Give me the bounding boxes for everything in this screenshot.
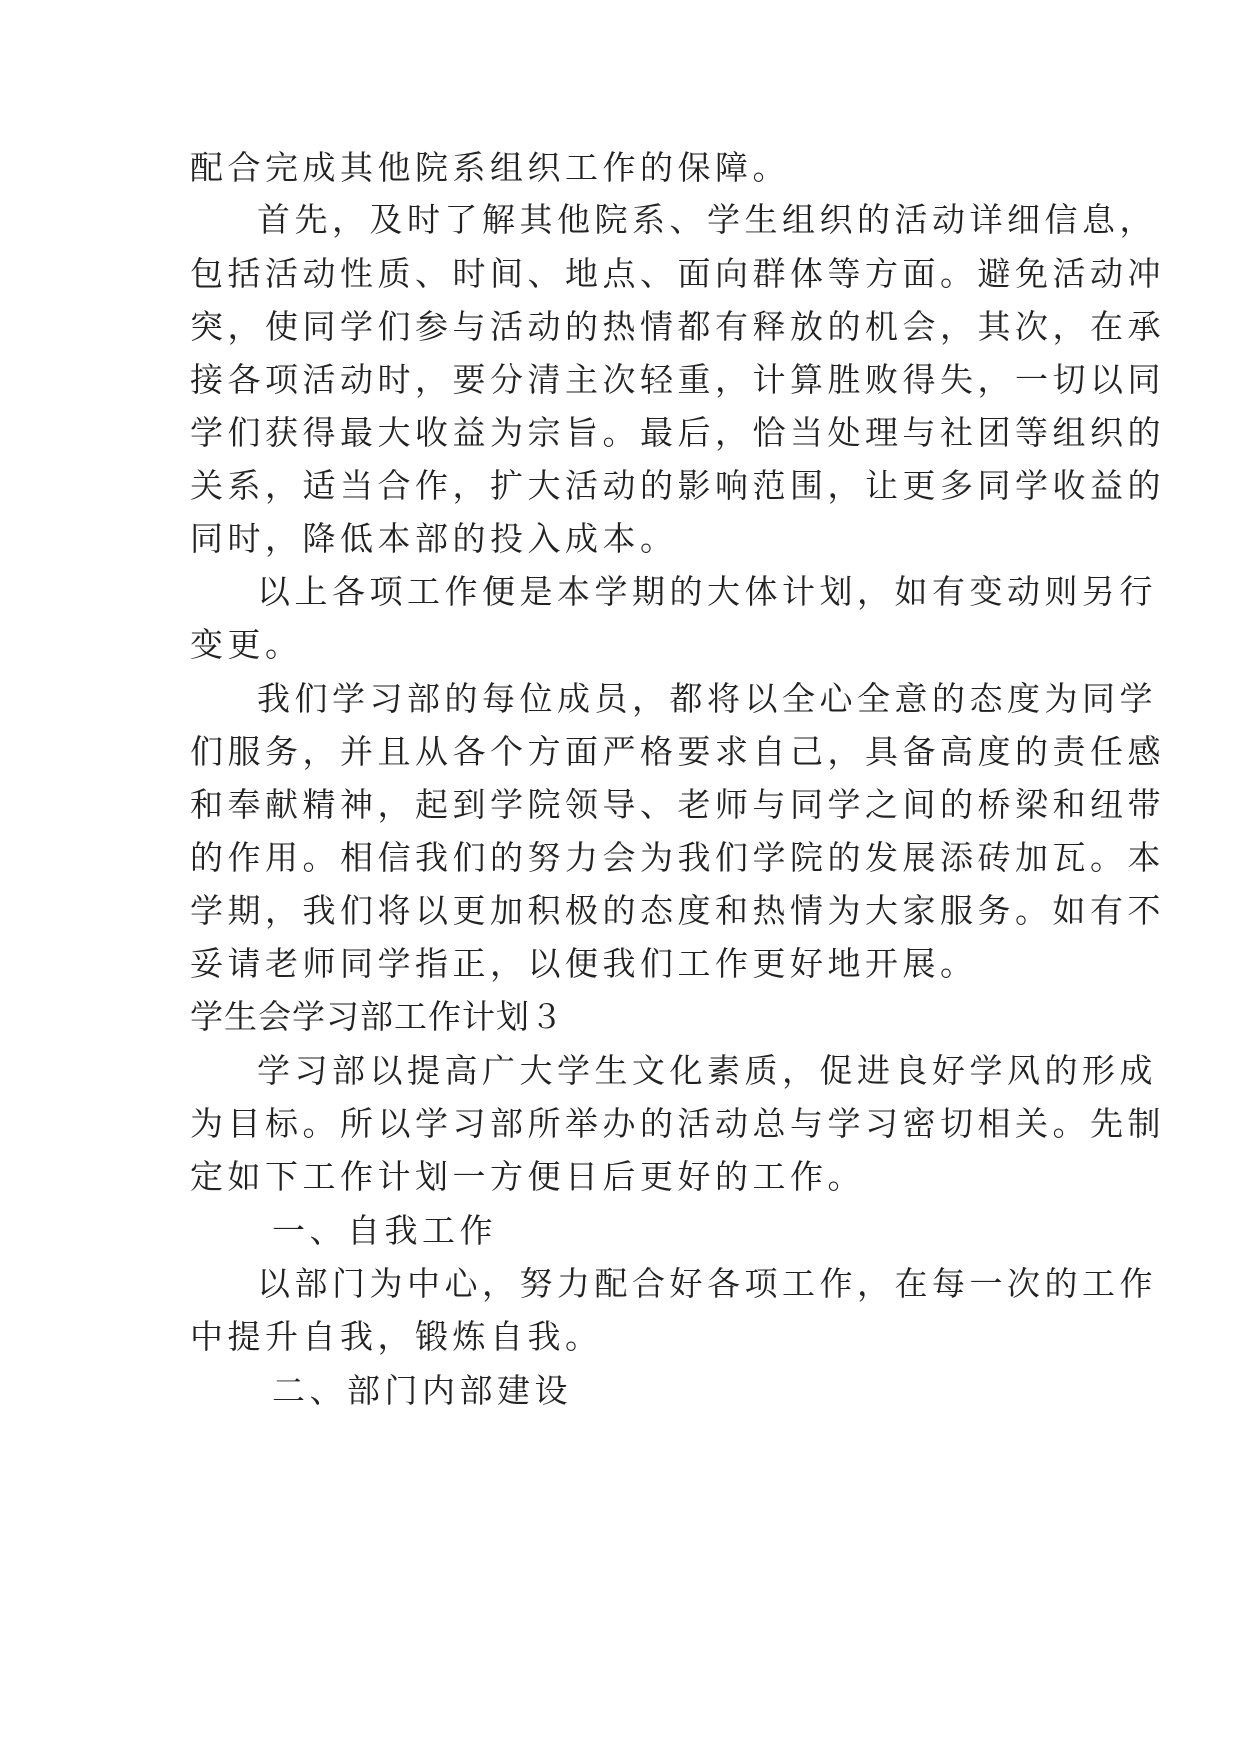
paragraph-start-line: 以上各项工作便是本学期的大体计划，如有变动则另行 xyxy=(257,572,1157,611)
text-line: 中提升自我，锻炼自我。 xyxy=(190,1317,603,1356)
text-line: 定如下工作计划一方便日后更好的工作。 xyxy=(190,1157,865,1196)
paragraph-start-line: 学习部以提高广大学生文化素质，促进良好学风的形成 xyxy=(257,1051,1157,1090)
text-line: 同时，降低本部的投入成本。 xyxy=(190,519,678,558)
paragraph-start-line: 我们学习部的每位成员，都将以全心全意的态度为同学 xyxy=(257,679,1157,718)
section-heading: 学生会学习部工作计划３ xyxy=(190,997,564,1036)
text-line: 学期，我们将以更加积极的态度和热情为大家服务。如有不 xyxy=(190,891,1165,930)
text-line: 接各项活动时，要分清主次轻重，计算胜败得失，一切以同 xyxy=(190,360,1165,399)
text-line: 学们获得最大收益为宗旨。最后，恰当处理与社团等组织的 xyxy=(190,413,1165,452)
paragraph-start-line: 以部门为中心，努力配合好各项工作，在每一次的工作 xyxy=(257,1264,1157,1303)
text-line: 们服务，并且从各个方面严格要求自己，具备高度的责任感 xyxy=(190,732,1165,771)
text-line: 为目标。所以学习部所举办的活动总与学习密切相关。先制 xyxy=(190,1104,1165,1143)
subsection-heading: 二、部门内部建设 xyxy=(272,1371,572,1410)
text-line: 妥请老师同学指正，以便我们工作更好地开展。 xyxy=(190,944,978,983)
text-line: 突，使同学们参与活动的热情都有释放的机会，其次，在承 xyxy=(190,307,1165,346)
text-line: 的作用。相信我们的努力会为我们学院的发展添砖加瓦。本 xyxy=(190,838,1165,877)
text-line: 和奉献精神，起到学院领导、老师与同学之间的桥梁和纽带 xyxy=(190,785,1165,824)
paragraph-start-line: 首先，及时了解其他院系、学生组织的活动详细信息， xyxy=(257,200,1157,239)
text-line: 关系，适当合作，扩大活动的影响范围，让更多同学收益的 xyxy=(190,466,1165,505)
text-line: 变更。 xyxy=(190,625,303,664)
text-line: 包括活动性质、时间、地点、面向群体等方面。避免活动冲 xyxy=(190,254,1165,293)
subsection-heading: 一、自我工作 xyxy=(272,1211,497,1250)
text-line: 配合完成其他院系组织工作的保障。 xyxy=(190,148,790,187)
